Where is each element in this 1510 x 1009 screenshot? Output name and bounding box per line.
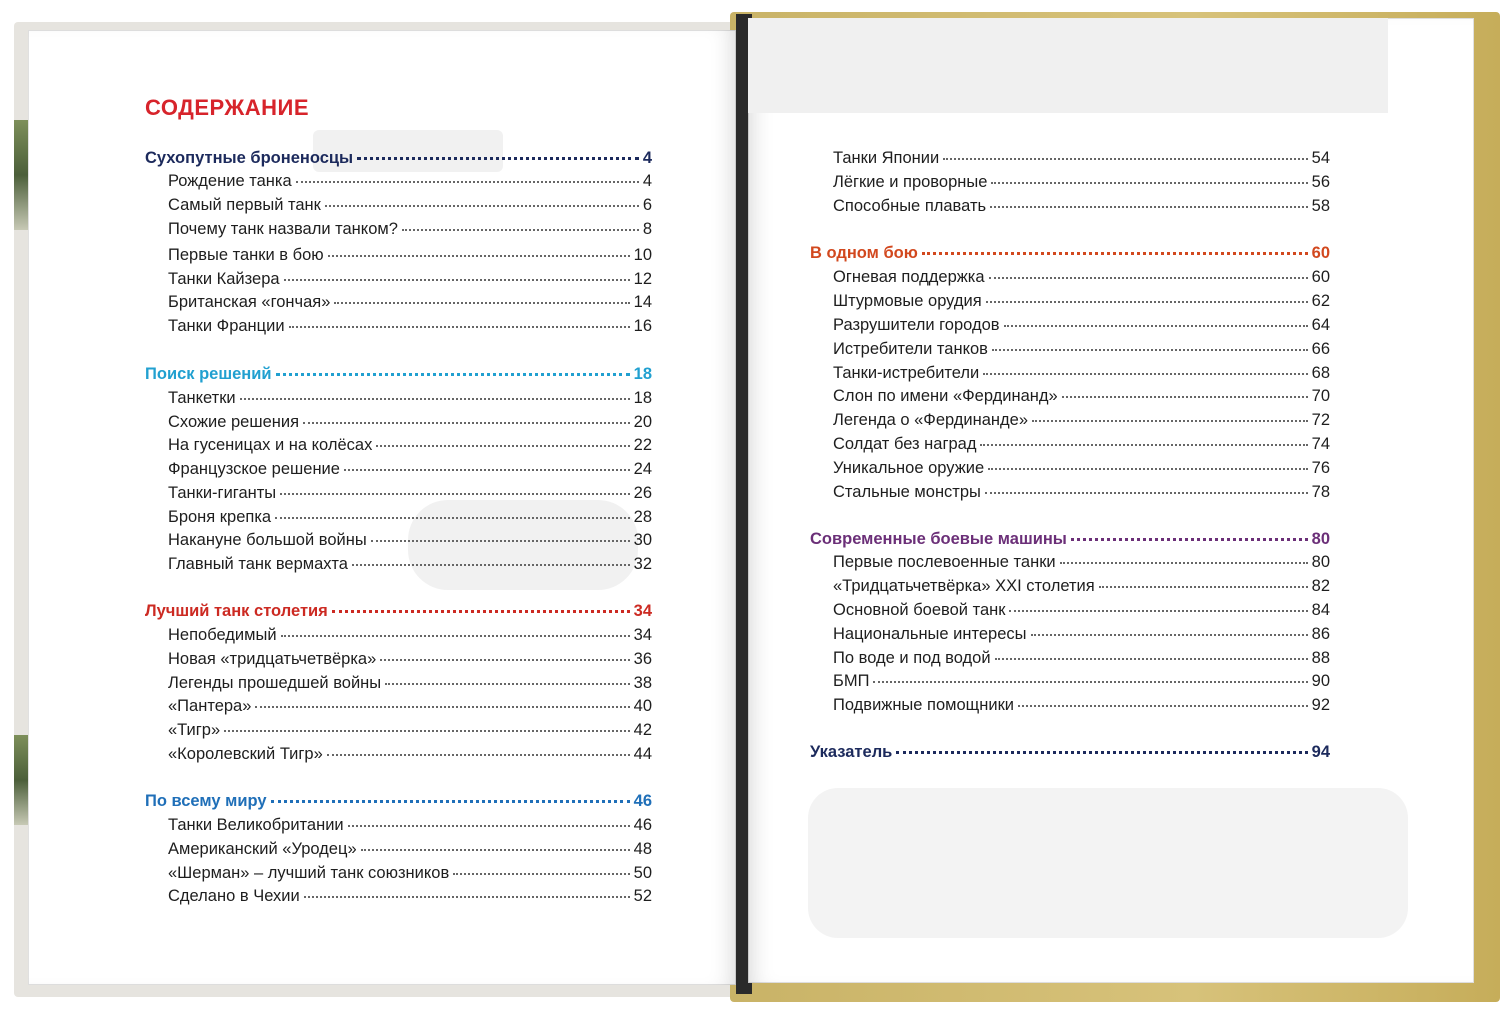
toc-entry	[168, 293, 652, 312]
toc-page-number: 80	[1311, 530, 1330, 548]
toc-entry-label: Непобедимый	[168, 626, 277, 644]
dot-leader	[943, 157, 1307, 160]
toc-entry-label: По всему миру	[145, 792, 267, 810]
toc-entry-label: По воде и под водой	[833, 649, 991, 667]
toc-page-number: 28	[633, 508, 652, 526]
toc-entry-label: Современные боевые машины	[810, 530, 1067, 548]
toc-page-number: 62	[1311, 292, 1330, 310]
toc-entry	[168, 674, 652, 693]
toc-page-number: 20	[633, 413, 652, 431]
toc-entry	[833, 601, 1330, 620]
toc-entry-label: Разрушители городов	[833, 316, 1000, 334]
toc-page-number: 46	[633, 792, 652, 810]
toc-page-number: 80	[1311, 553, 1330, 571]
dot-leader	[990, 205, 1308, 208]
dot-leader	[276, 372, 630, 376]
toc-entry-label: Сухопутные броненосцы	[145, 149, 354, 167]
dot-leader	[980, 443, 1307, 446]
dot-leader	[1004, 324, 1308, 327]
toc-page-number: 22	[633, 436, 652, 454]
toc-entry	[168, 413, 652, 432]
dot-leader	[1071, 537, 1308, 541]
toc-entry-label: Британская «гончая»	[168, 293, 331, 311]
dot-leader	[271, 799, 630, 803]
dot-leader	[380, 658, 629, 661]
dot-leader	[1062, 395, 1308, 398]
toc-page-number: 46	[633, 816, 652, 834]
dot-leader	[289, 325, 630, 328]
toc-page-number: 82	[1311, 577, 1330, 595]
toc-entry	[168, 864, 652, 883]
dot-leader	[453, 872, 629, 875]
toc-entry	[168, 436, 652, 455]
toc-page-number: 40	[633, 697, 652, 715]
toc-entry-label: Уникальное оружие	[833, 459, 985, 477]
toc-entry-label: Сделано в Чехии	[168, 887, 300, 905]
dot-leader	[1031, 633, 1308, 636]
toc-entry-label: В одном бою	[810, 244, 918, 262]
dot-leader	[1032, 419, 1308, 422]
dot-leader	[371, 539, 630, 542]
toc-page-number: 64	[1311, 316, 1330, 334]
toc-entry-label: Новая «тридцатьчетвёрка»	[168, 650, 377, 668]
toc-entry	[168, 460, 652, 479]
dot-leader	[281, 634, 630, 637]
toc-entry	[833, 268, 1330, 287]
toc-entry-label: Танки Великобритании	[168, 816, 344, 834]
toc-entry	[833, 435, 1330, 454]
toc-entry	[833, 553, 1330, 572]
dot-leader	[986, 300, 1308, 303]
toc-page-number: 10	[633, 246, 652, 264]
toc-entry	[168, 555, 652, 574]
toc-page-number: 24	[633, 460, 652, 478]
toc-entry	[833, 340, 1330, 359]
ghost-image	[808, 788, 1408, 938]
toc-entry	[168, 389, 652, 408]
toc-entry-label: Легенды прошедшей войны	[168, 674, 382, 692]
toc-page-number: 48	[633, 840, 652, 858]
toc-page-number: 66	[1311, 340, 1330, 358]
toc-entry	[833, 411, 1330, 430]
dot-leader	[303, 421, 630, 424]
dot-leader	[332, 609, 630, 613]
toc-entry	[168, 172, 652, 191]
toc-entry	[168, 270, 652, 289]
toc-page-number: 76	[1311, 459, 1330, 477]
toc-entry-label: Подвижные помощники	[833, 696, 1015, 714]
toc-entry-label: «Тигр»	[168, 721, 221, 739]
toc-entry-label: Первые танки в бою	[168, 246, 324, 264]
toc-entry	[833, 197, 1330, 216]
toc-entry-label: На гусеницах и на колёсах	[168, 436, 373, 454]
toc-entry	[168, 745, 652, 764]
dot-leader	[1009, 609, 1307, 612]
dot-leader	[385, 682, 629, 685]
toc-page-number: 34	[633, 626, 652, 644]
toc-entry-label: Лучший танк столетия	[145, 602, 328, 620]
dot-leader	[344, 468, 630, 471]
toc-page-number: 14	[633, 293, 652, 311]
toc-page-number: 92	[1311, 696, 1330, 714]
dot-leader	[983, 372, 1307, 375]
toc-entry	[168, 840, 652, 859]
toc-entry	[833, 483, 1330, 502]
toc-page-number: 72	[1311, 411, 1330, 429]
toc-entry-label: Почему танк назвали танком?	[168, 220, 398, 238]
toc-page-number: 38	[633, 674, 652, 692]
toc-entry	[833, 149, 1330, 168]
toc-entry	[833, 625, 1330, 644]
toc-entry	[833, 672, 1330, 691]
toc-page-number: 58	[1311, 197, 1330, 215]
toc-entry	[168, 531, 652, 550]
toc-entry-label: Солдат без наград	[833, 435, 977, 453]
toc-entry-label: Американский «Уродец»	[168, 840, 357, 858]
toc-page-number: 18	[633, 389, 652, 407]
toc-page-number: 60	[1311, 244, 1330, 262]
toc-entry-label: Накануне большой войны	[168, 531, 367, 549]
toc-entry-label: БМП	[833, 672, 870, 690]
ghost-image	[748, 18, 1388, 113]
toc-page-number: 34	[633, 602, 652, 620]
toc-entry	[168, 887, 652, 906]
toc-entry	[168, 508, 652, 527]
toc-section-entry	[810, 530, 1330, 549]
toc-page-number: 32	[633, 555, 652, 573]
dot-leader	[334, 301, 629, 304]
toc-entry	[168, 196, 652, 215]
toc-page-number: 18	[633, 365, 652, 383]
dot-leader	[1018, 704, 1308, 707]
dot-leader	[275, 516, 630, 519]
toc-entry-label: Танки Кайзера	[168, 270, 280, 288]
dot-leader	[325, 204, 639, 207]
dot-leader	[357, 156, 639, 160]
dot-leader	[989, 276, 1308, 279]
dot-leader	[985, 491, 1308, 494]
dot-leader	[361, 848, 630, 851]
dot-leader	[1099, 585, 1308, 588]
toc-page-number: 68	[1311, 364, 1330, 382]
toc-page-number: 52	[633, 887, 652, 905]
toc-entry	[833, 173, 1330, 192]
toc-page-number: 60	[1311, 268, 1330, 286]
toc-entry	[833, 364, 1330, 383]
toc-entry-label: Слон по имени «Фердинанд»	[833, 387, 1058, 405]
toc-page-number: 30	[633, 531, 652, 549]
toc-page-number: 12	[633, 270, 652, 288]
dot-leader	[328, 254, 630, 257]
toc-entry-label: Способные плавать	[833, 197, 987, 215]
dot-leader	[991, 181, 1307, 184]
toc-entry-label: Лёгкие и проворные	[833, 173, 988, 191]
dot-leader	[988, 467, 1308, 470]
toc-entry	[168, 697, 652, 716]
toc-entry	[168, 721, 652, 740]
dot-leader	[296, 180, 639, 183]
toc-entry-label: Национальные интересы	[833, 625, 1027, 643]
toc-entry	[168, 484, 652, 503]
toc-entry-label: Первые послевоенные танки	[833, 553, 1056, 571]
toc-entry-label: Броня крепка	[168, 508, 272, 526]
toc-entry	[168, 650, 652, 669]
toc-entry	[833, 292, 1330, 311]
toc-entry-label: Французское решение	[168, 460, 340, 478]
toc-entry-label: «Королевский Тигр»	[168, 745, 323, 763]
dot-leader	[922, 251, 1308, 255]
dot-leader	[1060, 561, 1308, 564]
toc-page-number: 84	[1311, 601, 1330, 619]
toc-section-entry	[145, 792, 652, 811]
dot-leader	[352, 563, 630, 566]
toc-section-entry	[145, 365, 652, 384]
toc-page-number: 78	[1311, 483, 1330, 501]
toc-entry	[168, 816, 652, 835]
toc-entry	[833, 577, 1330, 596]
toc-entry-label: Легенда о «Фердинанде»	[833, 411, 1029, 429]
toc-entry	[833, 316, 1330, 335]
toc-page-number: 74	[1311, 435, 1330, 453]
toc-entry-label: Схожие решения	[168, 413, 300, 431]
toc-page-number: 54	[1311, 149, 1330, 167]
toc-entry-label: Рождение танка	[168, 172, 292, 190]
toc-page-number: 50	[633, 864, 652, 882]
toc-page-number: 56	[1311, 173, 1330, 191]
dot-leader	[992, 348, 1308, 351]
toc-entry	[833, 459, 1330, 478]
toc-entry-label: Истребители танков	[833, 340, 988, 358]
toc-entry-label: «Тридцатьчетвёрка» XXI столетия	[833, 577, 1095, 595]
toc-entry-label: «Пантера»	[168, 697, 252, 715]
toc-page-number: 16	[633, 317, 652, 335]
toc-entry-label: Основной боевой танк	[833, 601, 1006, 619]
toc-entry-label: Поиск решений	[145, 365, 272, 383]
toc-page-number: 94	[1311, 743, 1330, 761]
toc-entry-label: Указатель	[810, 743, 893, 761]
dot-leader	[327, 753, 630, 756]
toc-page-number: 90	[1311, 672, 1330, 690]
toc-entry	[168, 246, 652, 265]
dot-leader	[304, 895, 630, 898]
toc-page-number: 86	[1311, 625, 1330, 643]
toc-entry-label: Танки Франции	[168, 317, 285, 335]
dot-leader	[896, 750, 1307, 754]
toc-page-number: 8	[642, 220, 652, 238]
toc-page-number: 26	[633, 484, 652, 502]
toc-entry-label: Танки Японии	[833, 149, 940, 167]
dot-leader	[284, 278, 630, 281]
toc-page-number: 44	[633, 745, 652, 763]
toc-section-entry	[145, 602, 652, 621]
page-title: СОДЕРЖАНИЕ	[145, 95, 310, 120]
dot-leader	[224, 729, 630, 732]
toc-entry	[168, 317, 652, 336]
toc-page-number: 42	[633, 721, 652, 739]
toc-section-entry	[145, 149, 652, 168]
toc-entry-label: Танкетки	[168, 389, 236, 407]
dot-leader	[402, 228, 639, 231]
toc-entry-label: Самый первый танк	[168, 196, 321, 214]
toc-section-entry	[810, 743, 1330, 762]
toc-page-number: 4	[642, 172, 652, 190]
dot-leader	[280, 492, 629, 495]
toc-entry-label: Главный танк вермахта	[168, 555, 348, 573]
toc-entry-label: «Шерман» – лучший танк союзников	[168, 864, 450, 882]
toc-entry	[833, 649, 1330, 668]
dot-leader	[873, 680, 1307, 683]
toc-entry-label: Штурмовые орудия	[833, 292, 982, 310]
toc-entry	[168, 626, 652, 645]
toc-entry-label: Огневая поддержка	[833, 268, 985, 286]
toc-page-number: 6	[642, 196, 652, 214]
toc-page-number: 70	[1311, 387, 1330, 405]
dot-leader	[255, 705, 629, 708]
toc-page-number: 88	[1311, 649, 1330, 667]
toc-entry-label: Танки-гиганты	[168, 484, 277, 502]
dot-leader	[995, 657, 1308, 660]
dot-leader	[240, 397, 630, 400]
toc-page-number: 36	[633, 650, 652, 668]
toc-entry	[833, 696, 1330, 715]
toc-entry-label: Стальные монстры	[833, 483, 981, 501]
toc-entry-label: Танки-истребители	[833, 364, 980, 382]
dot-leader	[348, 824, 630, 827]
toc-section-entry	[810, 244, 1330, 263]
toc-entry	[833, 387, 1330, 406]
dot-leader	[376, 444, 629, 447]
toc-page-number: 4	[642, 149, 652, 167]
toc-entry	[168, 220, 652, 239]
